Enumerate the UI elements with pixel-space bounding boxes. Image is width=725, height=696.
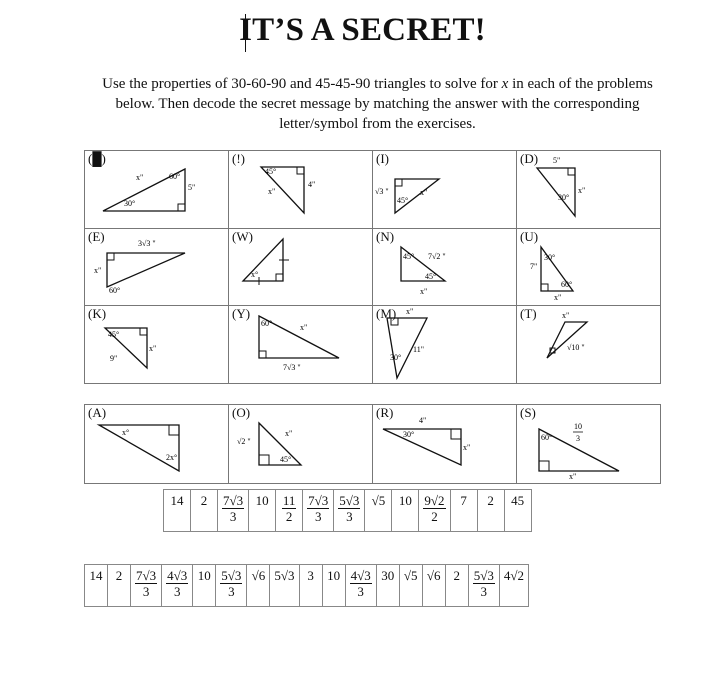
fraction-denominator: 3 (314, 509, 322, 524)
fraction-denominator: 2 (285, 509, 293, 524)
figure-text: x" (285, 429, 293, 438)
triangle-figure (229, 405, 372, 483)
answer-blank (299, 565, 322, 607)
answer-value: √6 (251, 568, 266, 583)
fraction-numerator: 5√3 (473, 568, 494, 583)
answer-value: 14 (170, 493, 184, 508)
fraction-denominator: 2 (431, 509, 438, 524)
figure-text: 60° (261, 319, 273, 328)
problem-cell (85, 405, 229, 484)
answer-value: 10 (398, 493, 412, 508)
figure-text: 60° (561, 280, 573, 289)
fraction-denominator: 3 (228, 584, 235, 599)
figure-text: x" (300, 323, 308, 332)
answer-blank (334, 490, 365, 532)
answer-blank (303, 490, 334, 532)
figure-text: x" (578, 186, 586, 195)
problem-cell (517, 229, 661, 306)
answer-blank (504, 490, 531, 532)
fraction (222, 493, 244, 524)
figure-text: x" (554, 293, 562, 302)
decoder-row-1 (163, 489, 532, 532)
answer-blank (365, 490, 392, 532)
problem-cell (373, 306, 517, 384)
answer-blank (247, 565, 270, 607)
answer-blank (345, 565, 376, 607)
answer-value: 45 (511, 493, 525, 508)
answer-blank (162, 565, 193, 607)
figure-text: 7√3 " (283, 363, 301, 372)
triangle-figure (229, 151, 372, 228)
figure-text: √2 " (237, 437, 251, 446)
answer-blank (108, 565, 131, 607)
figure-text: x" (463, 443, 471, 452)
fraction-numerator: 4√3 (167, 568, 188, 583)
problem-label: (!) (232, 151, 245, 166)
problem-label: (N) (376, 229, 395, 244)
problem-cell (85, 229, 229, 306)
fraction (338, 493, 360, 524)
figure-text: 30° (124, 199, 136, 208)
figure-text: 45° (425, 272, 437, 281)
figure-text: 5" (553, 156, 561, 165)
fraction-denominator: 3 (142, 584, 150, 599)
triangle-figure (517, 405, 660, 483)
problem-label: (A) (88, 405, 107, 420)
triangle-figure (85, 229, 228, 305)
figure-text: 7" (530, 262, 538, 271)
fraction (307, 493, 329, 524)
fraction-numerator: 5√3 (339, 493, 360, 508)
answer-value: √5 (371, 493, 386, 508)
triangle-figure (373, 229, 516, 305)
fraction (282, 493, 297, 524)
problem-label: (M) (376, 306, 397, 321)
answer-blank (422, 565, 445, 607)
figure-text: √10 " (567, 343, 585, 352)
page-title: IT’S A SECRET! (239, 12, 486, 48)
instructions-part2: in each of the problems below. Then decode the secret message by matching the answer with the corresponding letter/symbol from the exercises. (115, 76, 653, 132)
answer-blank (376, 565, 399, 607)
answer-blank (322, 565, 345, 607)
triangle-figure (517, 306, 660, 383)
instructions (95, 74, 660, 134)
figure-text: x" (406, 307, 414, 316)
answer-blank (468, 565, 499, 607)
triangle-figure (85, 151, 228, 228)
fraction-denominator: 3 (480, 584, 488, 599)
answer-blank (450, 490, 477, 532)
problem-cell (373, 229, 517, 306)
answer-value: 3 (307, 568, 314, 583)
problem-cell (229, 151, 373, 229)
problem-label: (O) (232, 405, 251, 420)
answer-blank (191, 490, 218, 532)
triangle-figure (85, 405, 228, 483)
figure-text: x" (149, 344, 157, 353)
answer-blank (270, 565, 299, 607)
answer-value: 10 (197, 568, 211, 583)
figure-text: x" (94, 266, 102, 275)
figure-text: 60° (109, 286, 121, 295)
answer-blank (193, 565, 216, 607)
problem-cell (85, 151, 229, 229)
problem-cell (85, 306, 229, 384)
figure-text: 30° (544, 253, 556, 262)
figure-text: 7√2 " (428, 252, 446, 261)
triangle-figure (373, 151, 516, 228)
figure-text: 30° (558, 193, 570, 202)
figure-text: 60° (541, 433, 553, 442)
answer-blank (419, 490, 450, 532)
problem-cell (229, 306, 373, 384)
problem-label: (K) (88, 306, 107, 321)
figure-text: x" (420, 188, 428, 197)
problem-cell (373, 405, 517, 484)
fraction-denominator: 3 (173, 584, 181, 599)
answer-value: 30 (381, 568, 395, 583)
problem-label: (U) (520, 229, 539, 244)
figure-text: 3 (576, 434, 580, 443)
problem-cell (229, 405, 373, 484)
fraction (220, 568, 242, 599)
fraction (166, 568, 188, 599)
figure-text: 45° (280, 455, 292, 464)
triangle-figure (229, 306, 372, 383)
problem-label: (I) (376, 151, 389, 166)
figure-text: 60° (169, 172, 181, 181)
figure-text: x" (569, 472, 577, 481)
fraction-numerator: 5√3 (221, 568, 242, 583)
answer-value: 5√3 (274, 568, 295, 583)
problem-grid (84, 150, 661, 384)
answer-value: 10 (327, 568, 341, 583)
problem-label: (█) (88, 151, 106, 166)
fraction (135, 568, 157, 599)
answer-blank (477, 490, 504, 532)
figure-text: 5" (188, 183, 196, 192)
triangle-figure (517, 229, 660, 305)
problem-label: (S) (520, 405, 536, 420)
figure-text: x" (562, 311, 570, 320)
figure-text: 45° (265, 167, 277, 176)
fraction-numerator: 7√3 (223, 493, 244, 508)
answer-blank (249, 490, 276, 532)
answer-value: √6 (426, 568, 441, 583)
answer-value: 7 (460, 493, 467, 508)
fraction-numerator: 4√3 (350, 568, 371, 583)
fraction-numerator: 7√3 (308, 493, 329, 508)
figure-text: 45° (403, 252, 415, 261)
figure-text: 45° (397, 196, 409, 205)
answer-value: 2 (200, 493, 208, 508)
fraction-denominator: 3 (357, 584, 364, 599)
problem-cell (517, 306, 661, 384)
answer-value: 2 (115, 568, 123, 583)
problem-grid-extra (84, 404, 661, 484)
problem-cell (373, 151, 517, 229)
answer-blank (85, 565, 108, 607)
answer-value: 14 (89, 568, 103, 583)
figure-text: x" (420, 287, 428, 296)
figure-text: x° (122, 428, 130, 437)
problem-label: (D) (520, 151, 539, 166)
figure-text: 11" (413, 345, 424, 354)
decoder-row-2 (84, 564, 529, 607)
problem-label: (W) (232, 229, 253, 244)
figure-text: 3√3 " (138, 239, 156, 248)
figure-text: 45° (108, 330, 120, 339)
fraction-denominator: 3 (229, 509, 237, 524)
problem-cell (229, 229, 373, 306)
problem-label: (T) (520, 306, 537, 321)
answer-value: 10 (255, 493, 269, 508)
figure-text: x° (251, 270, 259, 279)
answer-value: 2 (487, 493, 494, 508)
answer-blank (216, 565, 247, 607)
fraction (423, 493, 445, 524)
problem-label: (Y) (232, 306, 251, 321)
answer-blank (499, 565, 528, 607)
fraction-numerator: 11 (282, 493, 296, 508)
fraction-numerator: 9√2 (424, 493, 445, 508)
answer-blank (218, 490, 249, 532)
instructions-variable: x (501, 76, 509, 92)
answer-blank (445, 565, 468, 607)
figure-text: 4" (308, 180, 316, 189)
figure-text: 2x° (166, 453, 178, 462)
figure-text: 30° (403, 430, 415, 439)
instructions-part1: Use the properties of 30-60-90 and 45-45-90 triangles to solve for (102, 76, 502, 92)
fraction (473, 568, 495, 599)
triangle-figure (517, 151, 660, 228)
fraction-denominator: 3 (346, 509, 353, 524)
answer-value: 2 (453, 568, 460, 583)
fraction (350, 568, 372, 599)
figure-text: √3 " (375, 187, 389, 196)
answer-blank (131, 565, 162, 607)
figure-text: x" (136, 173, 144, 182)
problem-label: (E) (88, 229, 105, 244)
triangle-figure (85, 306, 228, 383)
figure-text: x" (268, 187, 276, 196)
figure-text: 10 (574, 422, 582, 431)
answer-value: √5 (403, 568, 418, 583)
figure-text: 9" (110, 354, 118, 363)
answer-blank (276, 490, 303, 532)
answer-value: 4√2 (503, 568, 524, 583)
answer-blank (392, 490, 419, 532)
answer-blank (399, 565, 422, 607)
problem-label: (R) (376, 405, 394, 420)
problem-cell (517, 405, 661, 484)
problem-cell (517, 151, 661, 229)
answer-blank (164, 490, 191, 532)
triangle-figure (373, 405, 516, 483)
fraction-numerator: 7√3 (136, 568, 157, 583)
figure-text: 30° (390, 353, 402, 362)
figure-text: 4" (419, 416, 427, 425)
